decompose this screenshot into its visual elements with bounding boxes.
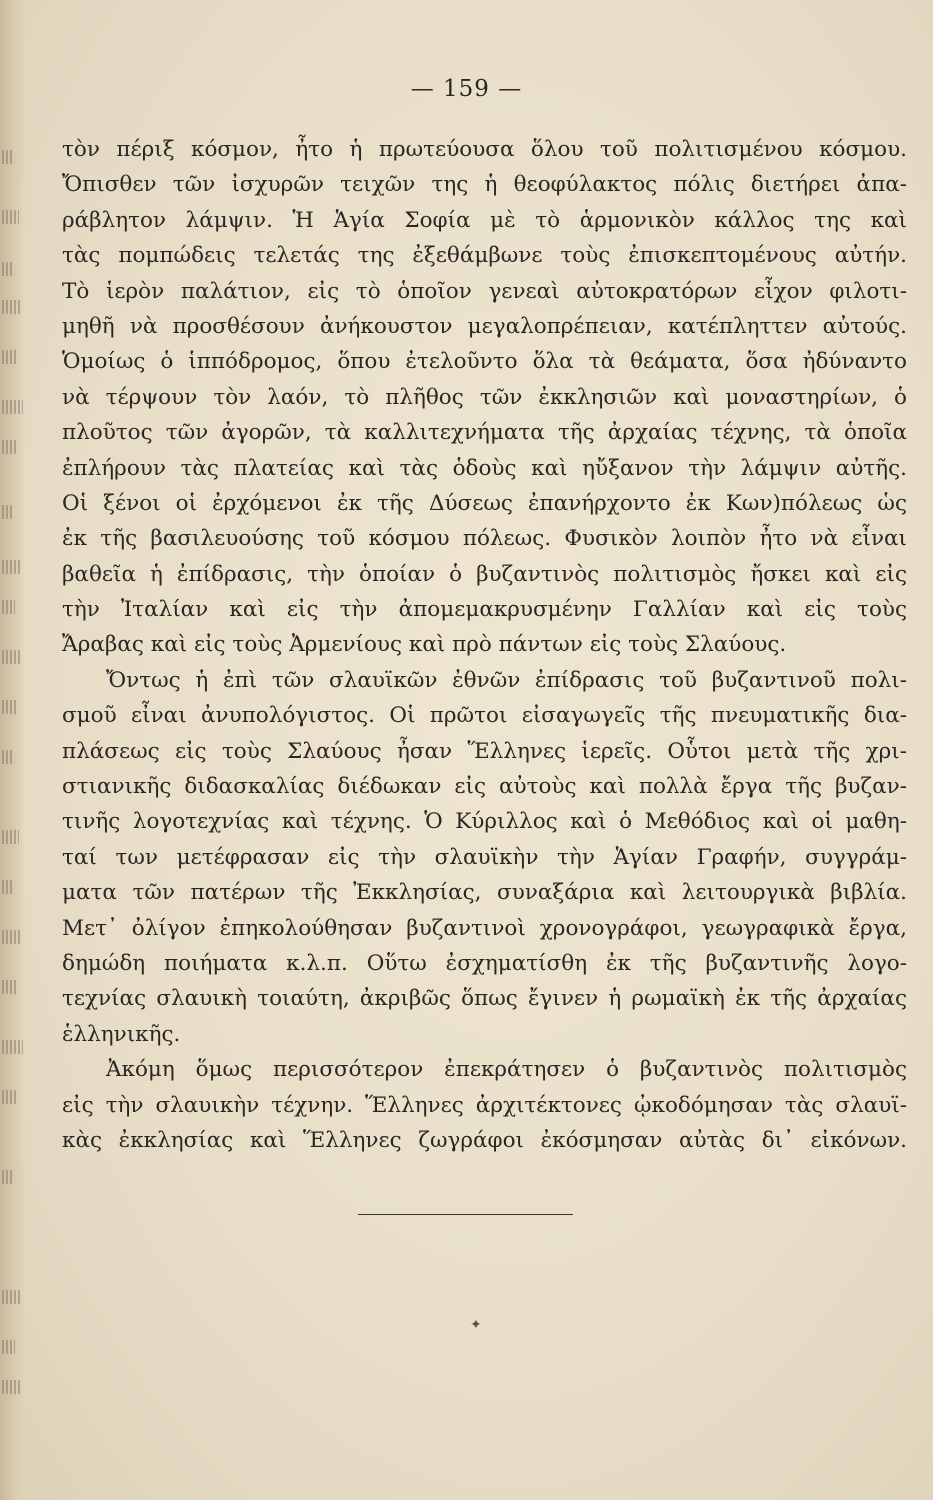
binding-gutter [0, 0, 26, 1500]
text-line: ματα τῶν πατέρων τῆς Ἐκκλησίας, συναξάρια καὶ λειτουργικὰ βιβλία. [62, 880, 907, 906]
text-line: Ὁμοίως ὁ ἱππόδρομος, ὅπου ἐτελοῦντο ὅλα τὰ θεάματα, ὅσα ἠδύναντο [62, 349, 907, 375]
gutter-mark [2, 1380, 22, 1394]
text-line: Ἄραβας καὶ εἰς τοὺς Ἀρμενίους καὶ πρὸ πάντων εἰς τοὺς Σλαύους. [62, 632, 787, 658]
text-line: δημώδη ποιήματα κ.λ.π. Οὕτω ἐσχηματίσθη ἐκ τῆς βυζαντινῆς λογο- [62, 950, 907, 976]
text-line: Τὸ ἱερὸν παλάτιον, εἰς τὸ ὁποῖον γενεαὶ αὐτοκρατόρων εἶχον φιλοτι- [62, 278, 907, 304]
text-line: νὰ τέρψουν τὸν λαόν, τὸ πλῆθος τῶν ἐκκλησιῶν καὶ μοναστηρίων, ὁ [62, 384, 907, 410]
text-line: Ἀκόμη ὅμως περισσότερον ἐπεκράτησεν ὁ βυζαντινὸς πολιτισμὸς [106, 1057, 907, 1083]
text-line: πλάσεως εἰς τοὺς Σλαύους ἦσαν Ἕλληνες ἱερεῖς. Οὗτοι μετὰ τῆς χρι- [62, 738, 907, 764]
text-line: πλοῦτος τῶν ἀγορῶν, τὰ καλλιτεχνήματα τῆς ἀρχαίας τέχνης, τὰ ὁποῖα [62, 420, 907, 446]
ink-speck: ✦ [470, 1317, 482, 1333]
text-line: μηθῆ νὰ προσθέσουν ἀνήκουστον μεγαλοπρέπειαν, κατέπληττεν αὐτούς. [62, 313, 907, 339]
gutter-mark [2, 880, 14, 894]
gutter-mark [2, 600, 15, 614]
gutter-mark [2, 1290, 20, 1304]
text-line: στιανικῆς διδασκαλίας διέδωκαν εἰς αὐτοὺς καὶ πολλὰ ἔργα τῆς βυζαν- [62, 774, 907, 800]
gutter-mark [2, 750, 12, 764]
text-line: Μετ᾽ ὀλίγον ἐπηκολούθησαν βυζαντινοὶ χρονογράφοι, γεωγραφικὰ ἔργα, [62, 915, 907, 941]
text-line: Ὄντως ἡ ἐπὶ τῶν σλαυϊκῶν ἐθνῶν ἐπίδρασις τοῦ βυζαντινοῦ πολι- [106, 667, 907, 693]
gutter-mark [2, 1170, 13, 1184]
text-line: τεχνίας σλαυικὴ τοιαύτη, ἀκριβῶς ὅπως ἔγινεν ἡ ρωμαϊκὴ ἐκ τῆς ἀρχαίας [62, 986, 907, 1012]
text-line: ἑλληνικῆς. [62, 1021, 181, 1047]
gutter-mark [2, 262, 14, 276]
text-line: ράβλητον λάμψιν. Ἡ Ἁγία Σοφία μὲ τὸ ἁρμονικὸν κάλλος της καὶ [62, 207, 907, 233]
text-line: τὸν πέριξ κόσμον, ἦτο ἡ πρωτεύουσα ὅλου τοῦ πολιτισμένου κόσμου. [62, 137, 907, 162]
text-line: κὰς ἐκκλησίας καὶ Ἕλληνες ζωγράφοι ἐκόσμησαν αὐτὰς δι᾽ εἰκόνων. [62, 1127, 907, 1153]
gutter-mark [2, 560, 20, 574]
text-line: Οἱ ξένοι οἱ ἐρχόμενοι ἐκ τῆς Δύσεως ἐπανήρχοντο ἐκ Κων)πόλεως ὡς [62, 490, 907, 516]
gutter-mark [2, 700, 17, 714]
text-line: τὰς πομπώδεις τελετάς της ἐξεθάμβωνε τοὺς ἐπισκεπτομένους αὐτήν. [62, 243, 907, 269]
text-line: σμοῦ εἶναι ἀνυπολόγιστος. Οἱ πρῶτοι εἰσαγωγεῖς τῆς πνευματικῆς δια- [62, 703, 907, 729]
gutter-mark [2, 400, 23, 414]
gutter-mark [2, 930, 21, 944]
gutter-mark [2, 210, 19, 224]
text-line: τὴν Ἰταλίαν καὶ εἰς τὴν ἀπομεμακρυσμένην Γαλλίαν καὶ εἰς τοὺς [62, 597, 907, 623]
gutter-mark [2, 300, 21, 314]
text-line: ἐπλήρουν τὰς πλατείας καὶ τὰς ὁδοὺς καὶ ηὔξανον τὴν λάμψιν αὐτῆς. [62, 455, 907, 481]
gutter-mark [2, 440, 18, 454]
gutter-mark [2, 150, 12, 164]
end-rule [358, 1214, 573, 1215]
page-number: — 159 — [410, 76, 523, 102]
gutter-mark [2, 1340, 15, 1354]
gutter-mark [2, 505, 13, 519]
gutter-mark [2, 650, 22, 664]
gutter-mark [2, 830, 19, 844]
gutter-mark [2, 1040, 23, 1054]
text-line: Ὄπισθεν τῶν ἰσχυρῶν τειχῶν της ἡ θεοφύλακτος πόλις διετήρει ἀπα- [62, 172, 907, 198]
text-line: εἰς τὴν σλαυικὴν τέχνην. Ἕλληνες ἀρχιτέκτονες ᾠκοδόμησαν τὰς σλαυϊ- [62, 1092, 907, 1118]
text-line: βαθεῖα ἡ ἐπίδρασις, τὴν ὁποίαν ὁ βυζαντινὸς πολιτισμὸς ἤσκει καὶ εἰς [62, 561, 907, 587]
text-line: ἐκ τῆς βασιλευούσης τοῦ κόσμου πόλεως. Φυσικὸν λοιπὸν ἦτο νὰ εἶναι [62, 526, 907, 552]
gutter-mark [2, 980, 16, 994]
body-text [62, 132, 907, 1158]
gutter-mark [2, 1090, 18, 1104]
gutter-mark [2, 350, 16, 364]
text-line: ταί των μετέφρασαν εἰς τὴν σλαυϊκὴν τὴν Ἁγίαν Γραφήν, συγγράμ- [62, 844, 907, 870]
text-line: τινῆς λογοτεχνίας καὶ τέχνης. Ὁ Κύριλλος καὶ ὁ Μεθόδιος καὶ οἱ μαθη- [62, 809, 907, 835]
